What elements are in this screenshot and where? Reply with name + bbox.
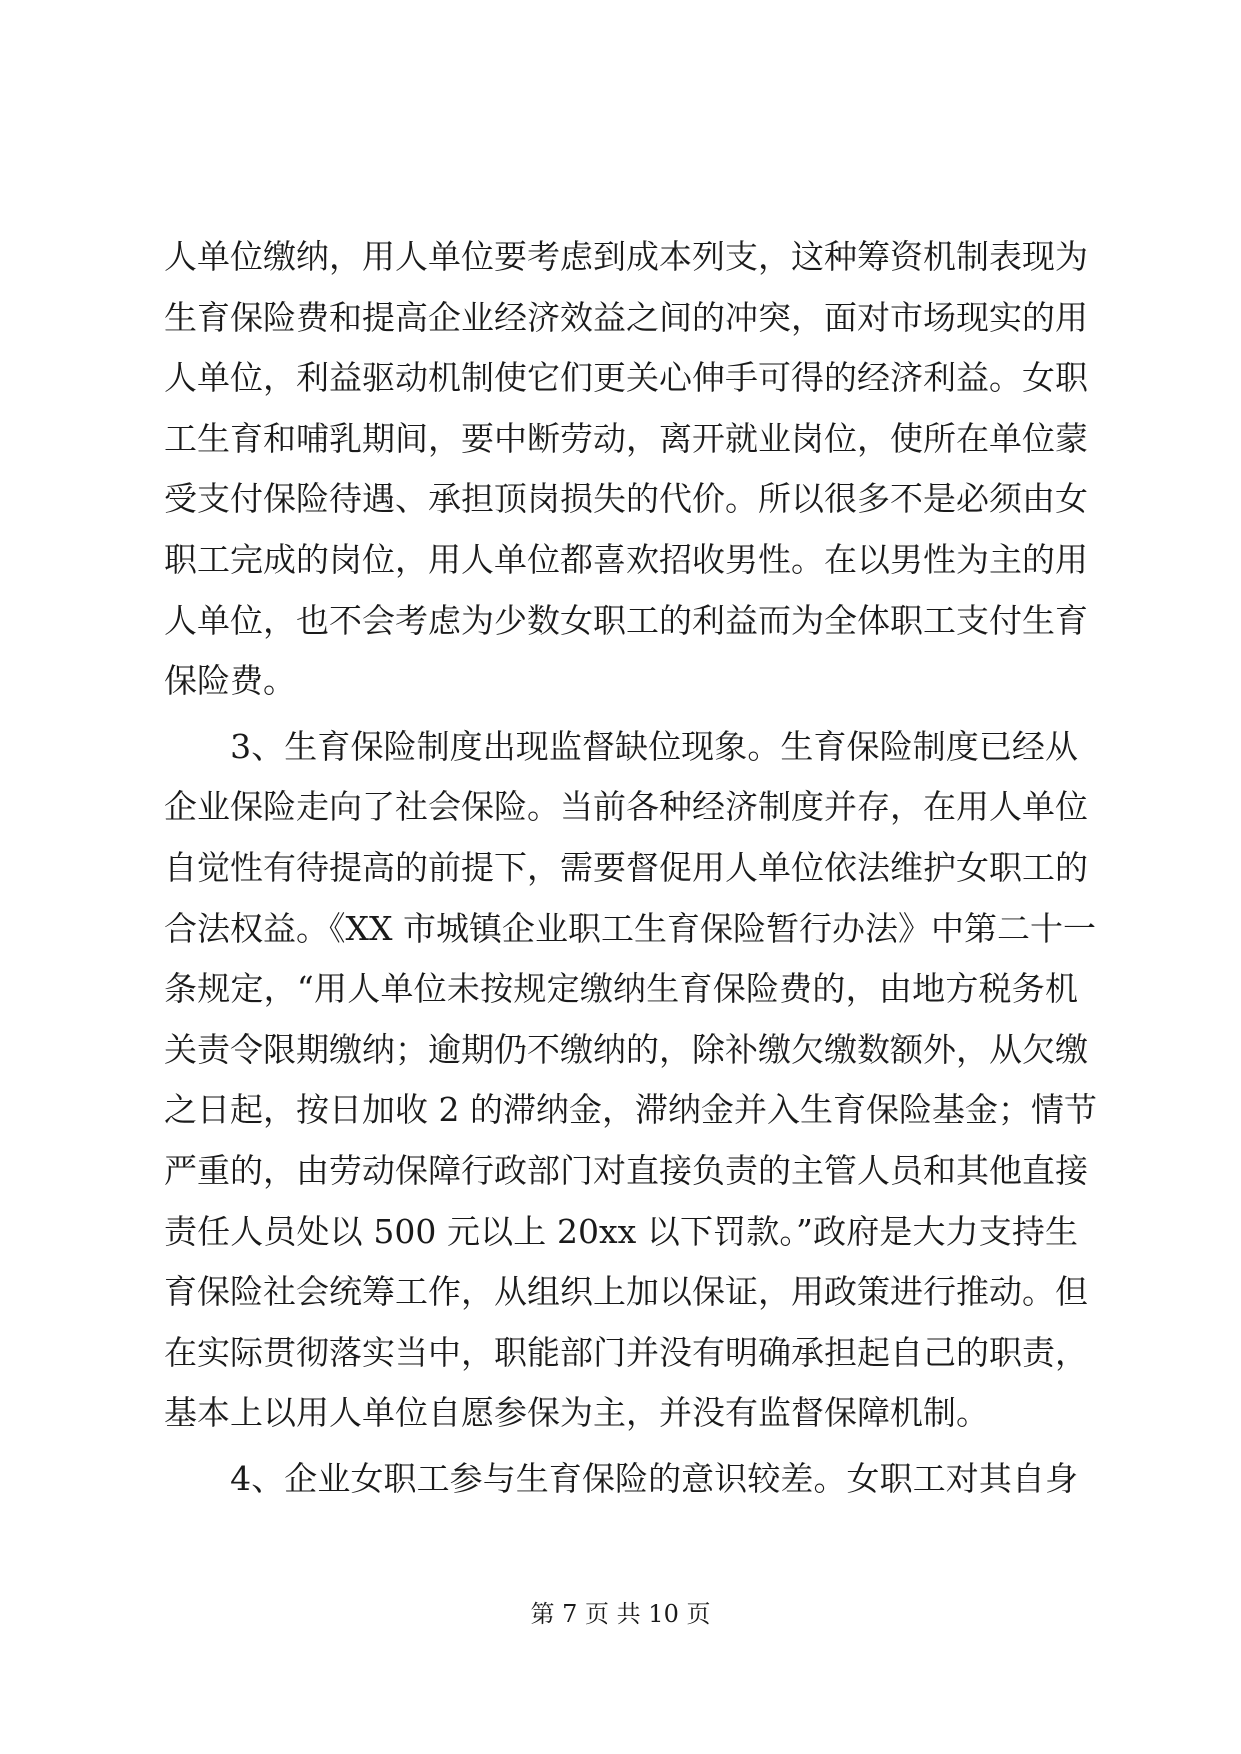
text-line: 4、企业女职工参与生育保险的意识较差。女职工对其自身 — [164, 1458, 1078, 1498]
text-line: 职工完成的岗位，用人单位都喜欢招收男性。在以男性为主的用 — [164, 539, 1088, 579]
text-line: 基本上以用人单位自愿参保为主，并没有监督保障机制。 — [164, 1393, 989, 1433]
text-line: 人单位缴纳，用人单位要考虑到成本列支，这种筹资机制表现为 — [164, 237, 1088, 276]
body-text — [164, 227, 1097, 1509]
text-line: 自觉性有待提高的前提下，需要督促用人单位依法维护女职工的 — [164, 847, 1088, 887]
text-line: 条规定，“用人单位未按规定缴纳生育保险费的，由地方税务机 — [164, 969, 1078, 1009]
text-line: 人单位，也不会考虑为少数女职工的利益而为全体职工支付生育 — [164, 600, 1088, 640]
text-line: 关责令限期缴纳；逾期仍不缴纳的，除补缴欠缴数额外，从欠缴 — [164, 1029, 1088, 1069]
text-line: 严重的，由劳动保障行政部门对直接负责的主管人员和其他直接 — [164, 1150, 1088, 1190]
text-line: 保险费。 — [164, 661, 296, 701]
page-number-label: 第 7 页 共 10 页 — [530, 1600, 711, 1628]
text-line: 工生育和哺乳期间，要中断劳动，离开就业岗位，使所在单位蒙 — [164, 418, 1088, 458]
text-line: 生育保险费和提高企业经济效益之间的冲突，面对市场现实的用 — [164, 297, 1088, 337]
text-line: 人单位，利益驱动机制使它们更关心伸手可得的经济利益。女职 — [164, 358, 1088, 398]
text-line: 育保险社会统筹工作，从组织上加以保证，用政策进行推动。但 — [164, 1272, 1088, 1312]
text-line: 之日起，按日加收 2 的滞纳金，滞纳金并入生育保险基金；情节 — [164, 1090, 1097, 1130]
text-line: 受支付保险待遇、承担顶岗损失的代价。所以很多不是必须由女 — [164, 479, 1088, 519]
text-line: 责任人员处以 500 元以上 20xx 以下罚款。”政府是大力支持生 — [164, 1211, 1078, 1251]
text-line: 在实际贯彻落实当中，职能部门并没有明确承担起自己的职责， — [164, 1332, 1088, 1372]
text-line: 合法权益。《XX 市城镇企业职工生育保险暂行办法》中第二十一 — [164, 908, 1096, 948]
page-footer — [0, 1594, 1241, 1629]
text-line: 企业保险走向了社会保险。当前各种经济制度并存，在用人单位 — [164, 787, 1088, 827]
text-line: 3、生育保险制度出现监督缺位现象。生育保险制度已经从 — [164, 726, 1078, 766]
